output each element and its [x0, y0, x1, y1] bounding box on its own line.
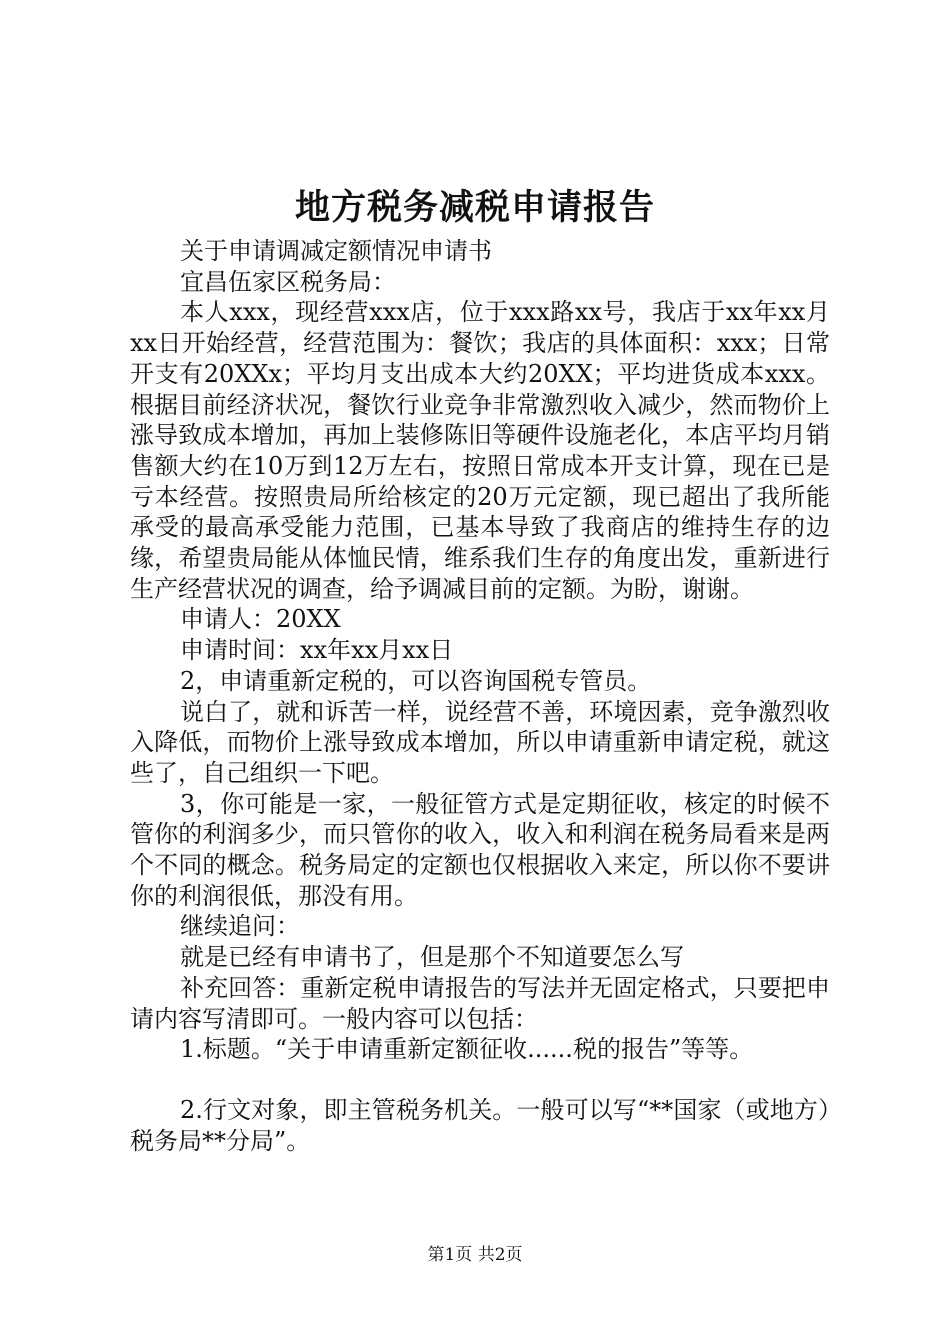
paragraph-point-2: 2，申请重新定税的，可以咨询国税专管员。 — [180, 666, 652, 695]
document-body — [130, 236, 830, 1156]
paragraph-supplementary-answer: 补充回答：重新定税申请报告的写法并无固定格式，只要把申请内容写清即可。一般内容可以包括： — [130, 973, 830, 1033]
document-title: 地方税务减税申请报告 — [294, 187, 655, 228]
paragraph-point-3: 3，你可能是一家，一般征管方式是定期征收，核定的时候不管你的利润多少，而只管你的收入，收入和利润在税务局看来是两个不同的概念。税务局定的定额也仅根据收入来定，所以你不要讲你的利润很低，那没有用。 — [130, 789, 830, 910]
paragraph-item-title: 1.标题。“关于申请重新定额征收......税的报告”等等。 — [180, 1035, 754, 1064]
paragraph-follow-up-question: 继续追问： — [180, 912, 300, 941]
paragraph-date: 申请时间：xx年xx月xx日 — [180, 636, 454, 665]
page-footer: 第1页 共2页 — [427, 1245, 523, 1265]
paragraph-recipient: 宜昌伍家区税务局： — [180, 267, 396, 296]
paragraph-follow-up-detail: 就是已经有申请书了，但是那个不知道要怎么写 — [180, 943, 684, 972]
paragraph-item-recipient: 2.行文对象，即主管税务机关。一般可以写“**国家（或地方）税务局**分局”。 — [130, 1095, 830, 1155]
paragraph-explanation: 说白了，就和诉苦一样，说经营不善，环境因素，竞争激烈收入降低，而物价上涨导致成本增加，所以申请重新申请定税，就这些了，自己组织一下吧。 — [130, 697, 830, 787]
paragraph-applicant: 申请人：20XX — [180, 605, 341, 634]
paragraph-subject: 关于申请调减定额情况申请书 — [180, 237, 492, 265]
paragraph-main-body: 本人xxx，现经营xxx店，位于xxx路xx号，我店于xx年xx月xx日开始经营，经营范围为：餐饮；我店的具体面积：xxx；日常开支有20XXx；平均月支出成本大约20XX；平均进货成本xxx。根据目前经济状况，餐饮行业竞争非常激烈收入减少，然而物价上涨导致成本增加，再加上装修陈旧等硬件设施老化，本店平均月销售额大约在10万到12万左右，按照日常成本开支计算，现在已是亏本经营。按照贵局所给核定的20万元定额，现已超出了我所能承受的最高承受能力范围，已基本导致了我商店的维持生存的边缘，希望贵局能从体恤民情，维系我们生存的角度出发，重新进行生产经营状况的调查，给予调减目前的定额。为盼，谢谢。 — [130, 298, 830, 603]
